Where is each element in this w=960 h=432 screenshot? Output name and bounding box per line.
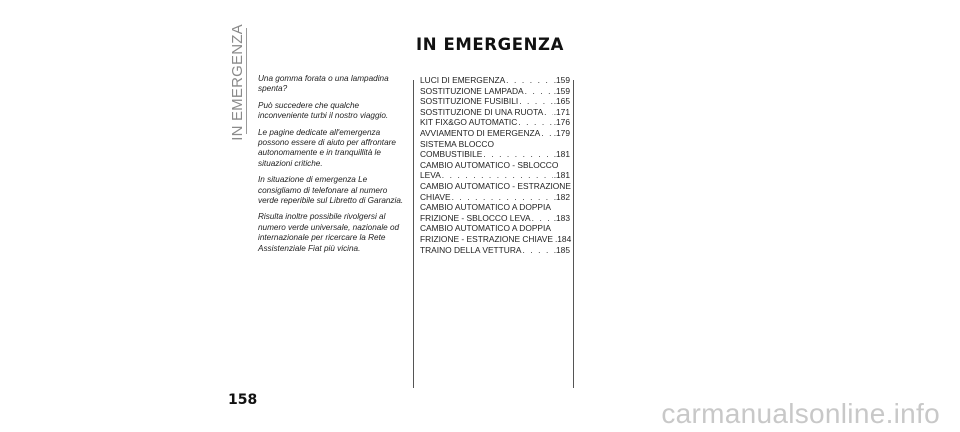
table-of-contents xyxy=(420,75,570,255)
toc-page: .159 xyxy=(553,85,570,96)
toc-page: .183 xyxy=(553,212,570,223)
toc-label-line: CAMBIO AUTOMATICO - SBLOCCO xyxy=(420,159,559,170)
intro-paragraph: Le pagine dedicate all'emergenza possono essere di aiuto per affrontare autonomamente e in tranquillità le situazioni critiche. xyxy=(258,127,396,168)
side-tab-rule xyxy=(246,28,247,134)
toc-page: .185 xyxy=(553,244,570,255)
toc-page: .171 xyxy=(553,106,570,117)
toc-label: SOSTITUZIONE DI UNA RUOTA xyxy=(420,106,544,117)
toc-label-line: SISTEMA BLOCCO xyxy=(420,138,494,149)
toc-label: SOSTITUZIONE LAMPADA xyxy=(420,85,524,96)
watermark: carmanualsonline.info xyxy=(661,398,940,429)
toc-item-luci[interactable] xyxy=(420,75,570,86)
toc-item-estrazione-chiave[interactable] xyxy=(420,181,570,202)
toc-label: LEVA xyxy=(420,170,441,181)
toc-label: COMBUSTIBILE xyxy=(420,149,483,160)
toc-page: .179 xyxy=(553,127,570,138)
toc-page: .184 xyxy=(554,233,572,244)
side-tab xyxy=(226,24,248,141)
toc-label-line: CAMBIO AUTOMATICO A DOPPIA xyxy=(420,223,551,234)
toc-page: .176 xyxy=(553,117,570,128)
intro-paragraph: In situazione di emergenza Le consigliamo di telefonare al numero verde reperibile sul Libretto di Garanzia. xyxy=(258,175,404,206)
column-divider-right xyxy=(573,80,574,388)
toc-item-doppia-frizione-chiave[interactable] xyxy=(420,223,570,244)
toc-label: KIT FIX&GO AUTOMATIC xyxy=(420,117,518,128)
toc-item-avviamento[interactable] xyxy=(420,128,570,139)
toc-label: AVVIAMENTO DI EMERGENZA xyxy=(420,127,541,138)
toc-item-traino[interactable] xyxy=(420,245,570,256)
toc-item-doppia-frizione-leva[interactable] xyxy=(420,202,570,223)
toc-label: FRIZIONE - ESTRAZIONE CHIAVE xyxy=(420,233,553,244)
intro-paragraph: Risulta inoltre possibile rivolgersi al numero verde universale, nazionale od internazionale per ricercare la Rete Assistenziale Fiat più vicina. xyxy=(258,212,400,253)
column-divider-left xyxy=(413,80,414,388)
side-tab-label: IN EMERGENZA xyxy=(228,24,246,141)
toc-item-fusibili[interactable] xyxy=(420,96,570,107)
toc-item-ruota[interactable] xyxy=(420,107,570,118)
page-number: 158 xyxy=(228,392,258,408)
toc-label: SOSTITUZIONE FUSIBILI xyxy=(420,96,519,107)
toc-page: .165 xyxy=(553,96,570,107)
toc-label-line: CAMBIO AUTOMATICO - ESTRAZIONE xyxy=(420,180,571,191)
toc-label-line: CAMBIO AUTOMATICO A DOPPIA xyxy=(420,202,551,213)
toc-label: FRIZIONE - SBLOCCO LEVA xyxy=(420,212,531,223)
toc-page: .181 xyxy=(553,170,570,181)
toc-page: .182 xyxy=(553,191,570,202)
toc-page: .181 xyxy=(553,149,570,160)
toc-label: TRAINO DELLA VETTURA xyxy=(420,244,522,255)
intro-paragraph: Può succedere che qualche inconveniente turbi il nostro viaggio. xyxy=(258,100,389,121)
toc-label: CHIAVE xyxy=(420,191,451,202)
toc-page: .159 xyxy=(553,75,570,85)
toc-item-blocco-combustibile[interactable] xyxy=(420,139,570,160)
toc-item-sblocco-leva[interactable] xyxy=(420,160,570,181)
page-title: IN EMERGENZA xyxy=(416,35,564,54)
intro-paragraph: Una gomma forata o una lampadina spenta? xyxy=(258,74,389,94)
toc-item-lampada[interactable] xyxy=(420,86,570,97)
toc-item-fixgo[interactable] xyxy=(420,117,570,128)
intro-text xyxy=(258,74,406,260)
toc-label: LUCI DI EMERGENZA xyxy=(420,75,506,85)
